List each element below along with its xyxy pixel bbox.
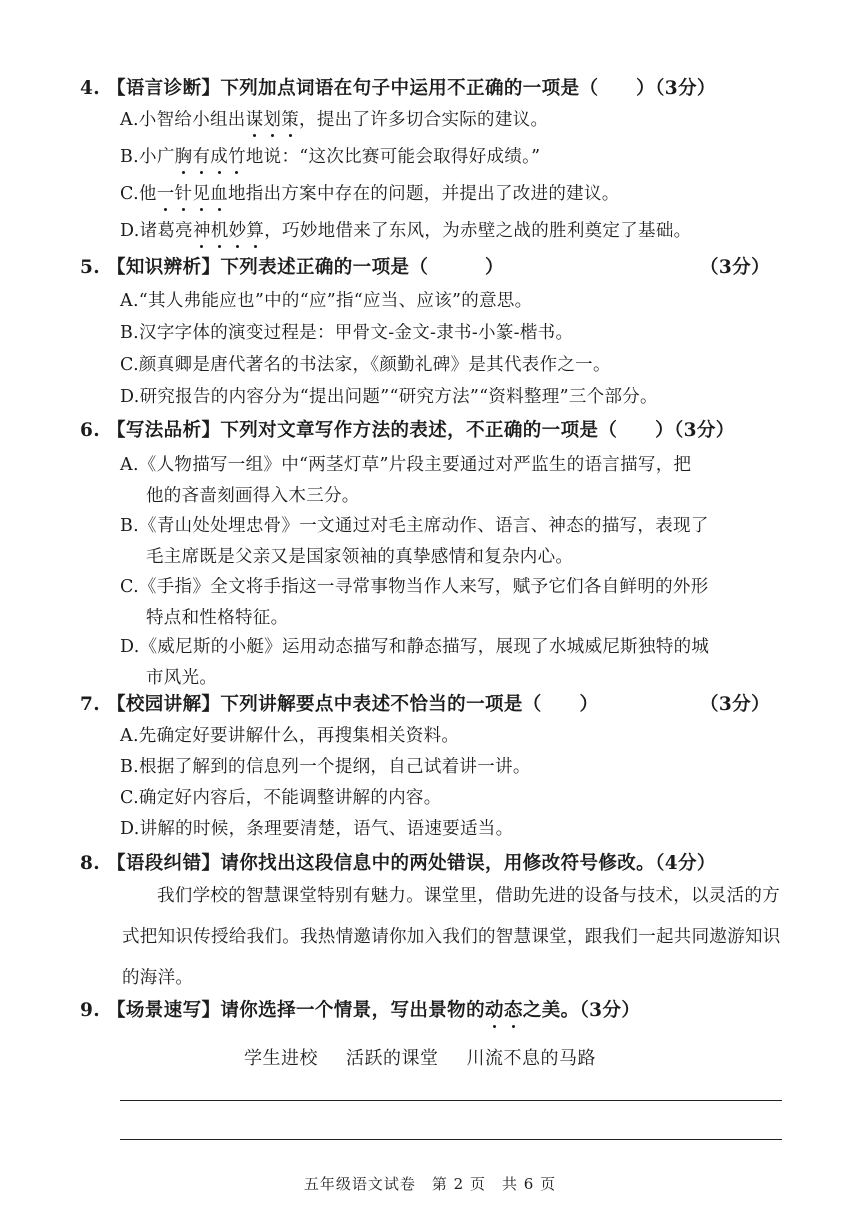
dotted-char: 妙 <box>229 217 247 242</box>
question-stem: 下列加点词语在句子中运用不正确的一项是（ ）（3分） <box>220 78 716 99</box>
dotted-char: 一 <box>157 180 175 205</box>
option-d: D.讲解的时候，条理要清楚，语气、语速要适当。 <box>120 819 514 839</box>
option-b-line-1: B.《青山处处埋忠骨》一文通过对毛主席动作、语言、神态的描写，表现了 <box>120 516 709 536</box>
question-7-score: （3分） <box>700 694 770 715</box>
dotted-char: 谋 <box>246 106 264 131</box>
scene-option: 川流不息的马路 <box>466 1048 596 1069</box>
dotted-char: 机 <box>211 217 229 242</box>
question-tag: 【语言诊断】 <box>106 78 221 99</box>
question-6-title <box>80 416 735 442</box>
dotted-char: 态 <box>504 996 523 1022</box>
dotted-char: 见 <box>192 180 210 205</box>
question-stem: 下列对文章写作方法的表述，不正确的一项是（ ）（3分） <box>220 420 735 441</box>
answer-line[interactable] <box>120 1139 782 1140</box>
question-tag: 【知识辨析】 <box>106 257 221 278</box>
dotted-char: 算 <box>246 217 264 242</box>
option-d-line-2: 市风光。 <box>146 668 218 688</box>
question-tag: 【校园讲解】 <box>106 694 221 715</box>
option-c <box>120 180 620 205</box>
question-number: 6. <box>80 420 101 441</box>
question-8-title <box>80 849 716 875</box>
question-stem: 下列讲解要点中表述不恰当的一项是（ ） <box>220 694 599 715</box>
option-b: B.根据了解到的信息列一个提纲，自己试着讲一讲。 <box>120 757 531 777</box>
question-4-title <box>80 74 716 100</box>
passage-text: 我们学校的智慧课堂特别有魅力。课堂里，借助先进的设备与技术，以灵活的方式把知识传授给我们。我热情邀请你加入我们的智慧课堂，跟我们一起共同遨游知识的海洋。 <box>122 886 781 988</box>
option-text: D.诸葛亮 <box>120 221 193 241</box>
option-c: C.确定好内容后，不能调整讲解的内容。 <box>120 788 442 808</box>
passage <box>122 876 792 999</box>
option-c-line-2: 特点和性格特征。 <box>146 608 289 628</box>
option-a: A.先确定好要讲解什么，再搜集相关资料。 <box>120 726 460 746</box>
option-text: C.他 <box>120 184 157 204</box>
option-d: D.研究报告的内容分为“提出问题”“研究方法”“资料整理”三个部分。 <box>120 387 658 407</box>
dotted-char: 成 <box>210 143 228 168</box>
page-footer: 五年级语文试卷 第 2 页 共 6 页 <box>303 1175 557 1193</box>
question-number: 4. <box>80 78 101 99</box>
option-a-line-2: 他的吝啬刻画得入木三分。 <box>146 486 360 506</box>
option-text: ，提出了许多切合实际的建议。 <box>299 110 549 130</box>
option-a-line-1: A.《人物描写一组》中“两茎灯草”片段主要通过对严监生的语言描写，把 <box>120 455 692 475</box>
option-a <box>120 106 548 131</box>
option-c: C.颜真卿是唐代著名的书法家，《颜勤礼碑》是其代表作之一。 <box>120 355 611 375</box>
scene-options <box>244 1044 624 1070</box>
option-c-line-1: C.《手指》全文将手指这一寻常事物当作人来写，赋予它们各自鲜明的外形 <box>120 577 709 597</box>
dotted-char: 神 <box>193 217 211 242</box>
option-text: ，巧妙地借来了东风，为赤壁之战的胜利奠定了基础。 <box>264 221 692 241</box>
option-a: A.“其人弗能应也”中的“应”指“应当、应该”的意思。 <box>120 291 533 311</box>
question-7-title <box>80 690 598 716</box>
question-stem: 请你找出这段信息中的两处错误，用修改符号修改。（4分） <box>220 853 716 874</box>
dotted-char: 划 <box>263 106 281 131</box>
scene-option: 活跃的课堂 <box>346 1048 439 1069</box>
option-b <box>120 143 540 168</box>
option-d <box>120 217 691 242</box>
option-b: B.汉字字体的演变过程是：甲骨文-金文-隶书-小篆-楷书。 <box>120 323 574 343</box>
dotted-char: 动 <box>485 996 504 1022</box>
question-5-score: （3分） <box>700 257 770 278</box>
question-tag: 【语段纠错】 <box>106 853 221 874</box>
option-text: A.小智给小组出 <box>120 110 246 130</box>
dotted-char: 竹 <box>228 143 246 168</box>
dotted-char: 策 <box>281 106 299 131</box>
question-stem: 请你选择一个情景，写出景物的 <box>220 1000 485 1021</box>
dotted-char: 血 <box>210 180 228 205</box>
option-b-line-2: 毛主席既是父亲又是国家领袖的真挚感情和复杂内心。 <box>146 547 574 567</box>
option-text: B.小广 <box>120 147 175 167</box>
question-number: 8. <box>80 853 101 874</box>
option-text: 地指出方案中存在的问题，并提出了改进的建议。 <box>227 184 620 204</box>
question-stem: 下列表述正确的一项是（ ） <box>220 257 504 278</box>
question-tag: 【写法品析】 <box>106 420 221 441</box>
question-number: 5. <box>80 257 101 278</box>
option-text: 地说：“这次比赛可能会取得好成绩。” <box>245 147 541 167</box>
question-5-title <box>80 253 504 279</box>
question-number: 9. <box>80 1000 101 1021</box>
answer-line[interactable] <box>120 1100 782 1101</box>
question-tag: 【场景速写】 <box>106 1000 221 1021</box>
dotted-char: 胸 <box>175 143 193 168</box>
dotted-char: 针 <box>175 180 193 205</box>
option-d-line-1: D.《威尼斯的小艇》运用动态描写和静态描写，展现了水城威尼斯独特的城 <box>120 637 710 657</box>
scene-option: 学生进校 <box>244 1048 318 1069</box>
question-9-title <box>80 996 640 1022</box>
question-stem: 之美。（3分） <box>522 1000 641 1021</box>
dotted-char: 有 <box>192 143 210 168</box>
question-number: 7. <box>80 694 101 715</box>
